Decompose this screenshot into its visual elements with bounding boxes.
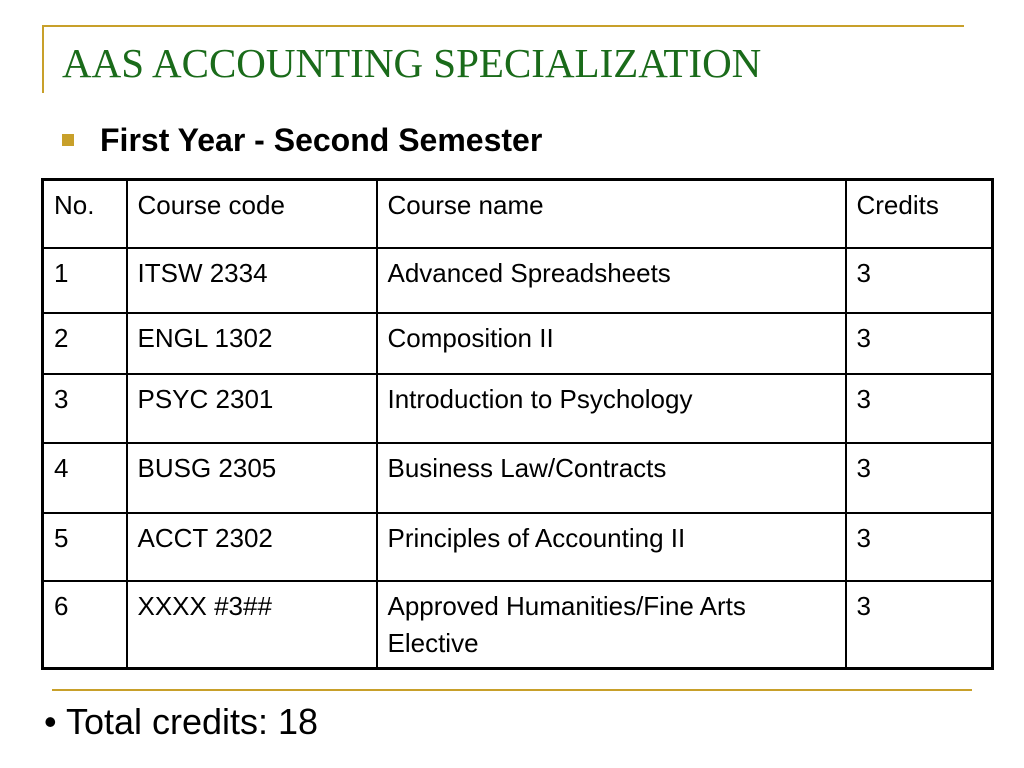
table-row [43, 581, 993, 669]
cell-no: 3 [43, 374, 127, 443]
cell-no: 6 [43, 581, 127, 669]
table-row [43, 313, 993, 374]
table-row [43, 513, 993, 581]
cell-credits: 3 [846, 313, 993, 374]
table-row [43, 374, 993, 443]
title-frame-left-rule [42, 25, 44, 93]
cell-credits: 3 [846, 248, 993, 313]
cell-course-code: PSYC 2301 [127, 374, 377, 443]
cell-course-name: Principles of Accounting II [377, 513, 846, 581]
cell-course-name: Business Law/Contracts [377, 443, 846, 513]
cell-course-code: XXXX #3## [127, 581, 377, 669]
cell-course-name: Introduction to Psychology [377, 374, 846, 443]
table-row [43, 443, 993, 513]
cell-no: 4 [43, 443, 127, 513]
table-header-row [43, 180, 993, 248]
table-row [43, 248, 993, 313]
title-frame-top-rule [42, 25, 964, 27]
cell-course-code: BUSG 2305 [127, 443, 377, 513]
cell-course-name: Approved Humanities/Fine Arts Elective [377, 581, 846, 669]
header-no: No. [43, 180, 127, 248]
course-table [41, 178, 994, 670]
slide-subtitle: First Year - Second Semester [100, 122, 543, 158]
cell-course-code: ACCT 2302 [127, 513, 377, 581]
cell-no: 1 [43, 248, 127, 313]
footer-divider [52, 689, 972, 691]
header-credits: Credits [846, 180, 993, 248]
cell-course-code: ENGL 1302 [127, 313, 377, 374]
cell-course-name: Composition II [377, 313, 846, 374]
slide-title: AAS ACCOUNTING SPECIALIZATION [62, 40, 762, 86]
cell-credits: 3 [846, 581, 993, 669]
cell-no: 2 [43, 313, 127, 374]
subtitle-bullet-row [62, 118, 542, 162]
total-credits: • Total credits: 18 [44, 701, 319, 742]
cell-no: 5 [43, 513, 127, 581]
cell-credits: 3 [846, 443, 993, 513]
square-bullet-icon [62, 134, 74, 146]
header-course-name: Course name [377, 180, 846, 248]
cell-credits: 3 [846, 513, 993, 581]
header-course-code: Course code [127, 180, 377, 248]
cell-course-code: ITSW 2334 [127, 248, 377, 313]
cell-credits: 3 [846, 374, 993, 443]
cell-course-name: Advanced Spreadsheets [377, 248, 846, 313]
